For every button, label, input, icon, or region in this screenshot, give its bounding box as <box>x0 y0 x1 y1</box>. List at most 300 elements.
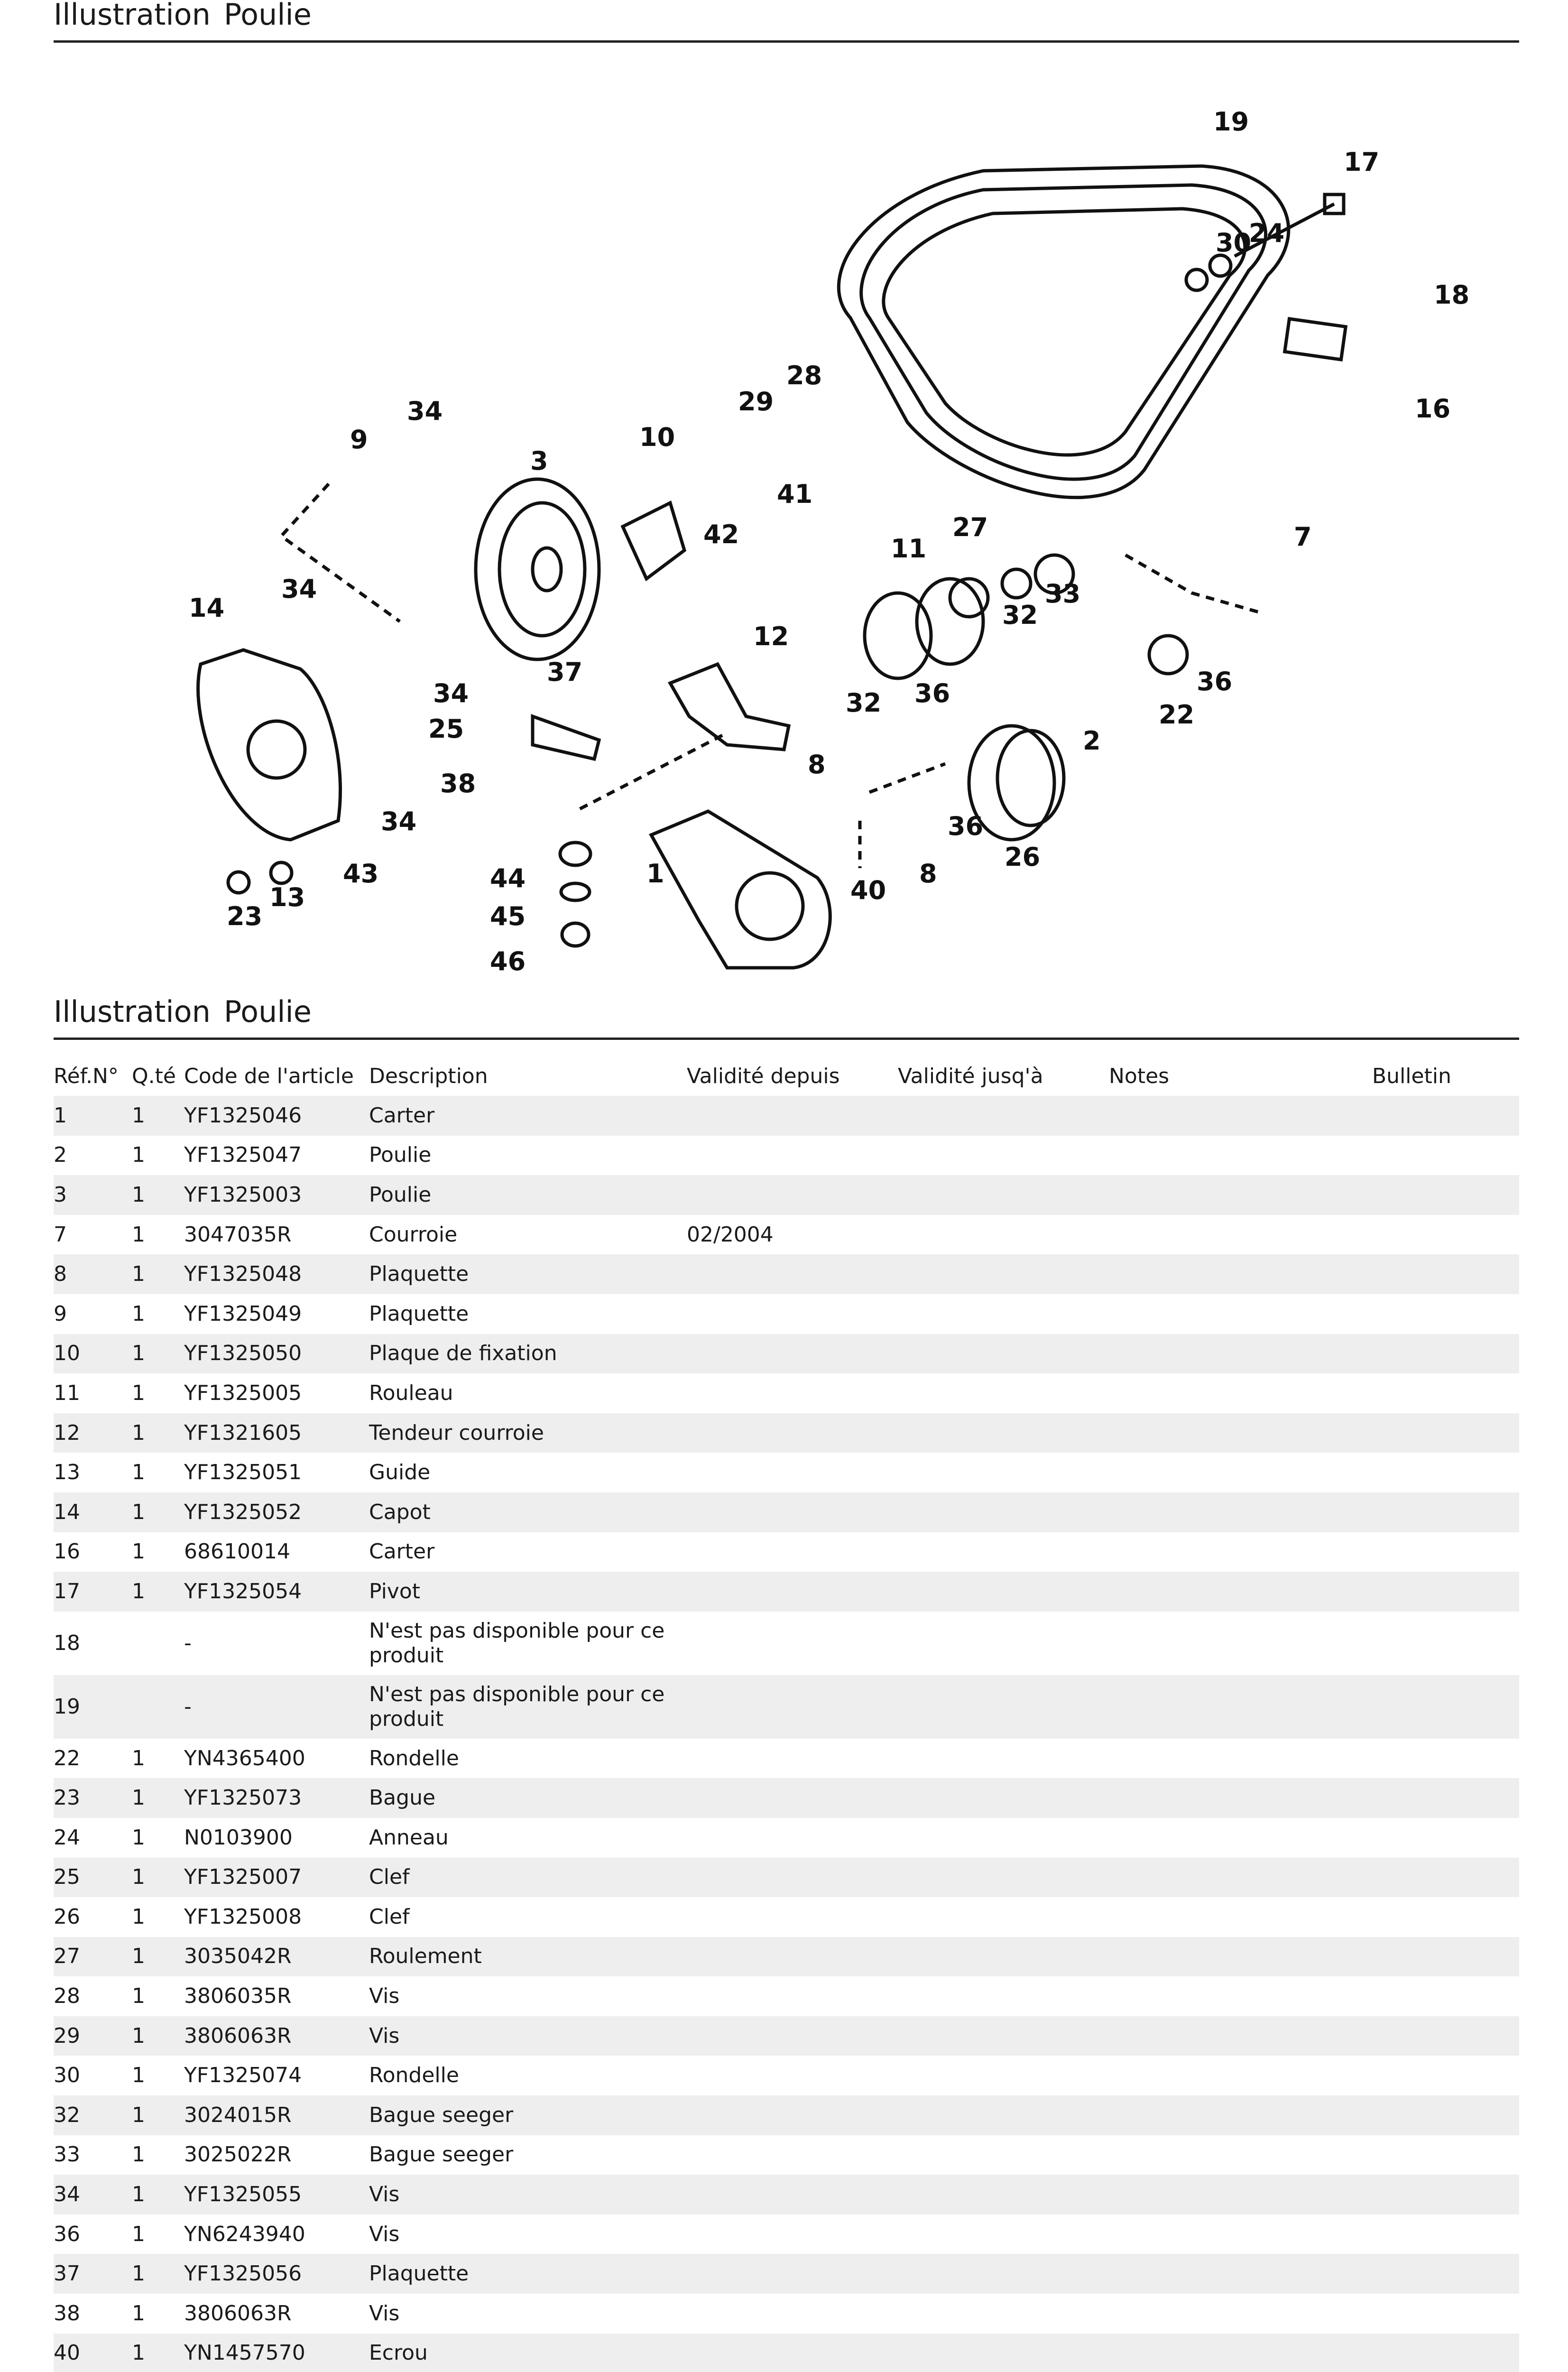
cell-code: YF1321605 <box>184 1413 369 1453</box>
cell-code: - <box>184 1612 369 1675</box>
plaquette-37-shape <box>533 716 599 759</box>
cell-ref: 3 <box>54 1175 132 1215</box>
cell-bulletin <box>1372 2056 1519 2095</box>
bushing-23-shape <box>228 872 249 893</box>
callout-label: 23 <box>227 901 263 931</box>
cell-valid-to <box>898 2254 1109 2294</box>
table-row <box>54 2214 1519 2254</box>
cell-ref: 28 <box>54 1976 132 2016</box>
cell-notes <box>1109 1572 1372 1612</box>
cell-ref: 25 <box>54 1858 132 1898</box>
cell-bulletin <box>1372 1612 1519 1675</box>
cell-qty: 1 <box>132 2294 184 2334</box>
table-row <box>54 1612 1519 1675</box>
cell-qty: 1 <box>132 2095 184 2135</box>
cell-description: Plaquette <box>369 2254 687 2294</box>
cell-notes <box>1109 1373 1372 1413</box>
cell-qty: 1 <box>132 1897 184 1937</box>
cell-code: YF1325048 <box>184 1254 369 1294</box>
cell-valid-from <box>687 1453 898 1492</box>
cell-bulletin <box>1372 1215 1519 1255</box>
cell-valid-from <box>687 1373 898 1413</box>
cell-valid-to <box>898 1976 1109 2016</box>
callout-label: 7 <box>1294 522 1312 552</box>
cell-valid-to <box>898 1215 1109 1255</box>
cell-code: 3806035R <box>184 1976 369 2016</box>
cell-description: Bague <box>369 1778 687 1818</box>
cell-qty: 1 <box>132 1453 184 1492</box>
table-row <box>54 1739 1519 1779</box>
table-row <box>54 2294 1519 2334</box>
callout-label: 32 <box>846 688 882 718</box>
cell-ref: 36 <box>54 2214 132 2254</box>
cell-valid-to <box>898 1897 1109 1937</box>
cell-valid-to <box>898 2016 1109 2056</box>
cell-code: YF1325047 <box>184 1136 369 1176</box>
cell-qty: 1 <box>132 1858 184 1898</box>
cell-valid-to <box>898 1572 1109 1612</box>
cell-ref: 2 <box>54 1136 132 1176</box>
parts-list-title-subject: Poulie <box>223 994 312 1029</box>
cell-ref: 17 <box>54 1572 132 1612</box>
callout-label: 46 <box>490 946 526 976</box>
table-row <box>54 1136 1519 1176</box>
cell-valid-from <box>687 1334 898 1374</box>
cell-description: Plaquette <box>369 1294 687 1334</box>
illustration-title-word: Illustration <box>54 0 211 32</box>
cell-description: Clef <box>369 1858 687 1898</box>
table-row <box>54 1453 1519 1492</box>
cell-ref: 30 <box>54 2056 132 2095</box>
cell-qty: 1 <box>132 1739 184 1779</box>
table-row <box>54 2254 1519 2294</box>
cell-code: 3025022R <box>184 2135 369 2175</box>
cell-valid-from <box>687 1675 898 1739</box>
cover-14-hole <box>248 721 305 778</box>
col-header-bulletin: Bulletin <box>1372 1064 1451 1088</box>
cell-ref: 23 <box>54 1778 132 1818</box>
cell-valid-to <box>898 1532 1109 1572</box>
cell-ref: 40 <box>54 2334 132 2372</box>
cell-description: Vis <box>369 2016 687 2056</box>
cell-notes <box>1109 1858 1372 1898</box>
col-header-valid-to: Validité jusq'à <box>898 1064 1043 1088</box>
cell-valid-from <box>687 1254 898 1294</box>
cell-description: Poulie <box>369 1175 687 1215</box>
washer-30-shape <box>1186 269 1207 290</box>
cell-qty: 1 <box>132 2135 184 2175</box>
cell-valid-from: 02/2004 <box>687 1215 898 1255</box>
cell-description: Capot <box>369 1492 687 1532</box>
cell-notes <box>1109 1778 1372 1818</box>
cell-notes <box>1109 2294 1372 2334</box>
cell-qty: 1 <box>132 1136 184 1176</box>
cell-valid-to <box>898 1334 1109 1374</box>
cell-valid-from <box>687 1897 898 1937</box>
pulley-3-shape <box>476 479 599 659</box>
cell-valid-from <box>687 2095 898 2135</box>
table-row <box>54 1897 1519 1937</box>
callout-label: 45 <box>490 901 526 931</box>
housing-1-hole <box>737 873 803 939</box>
cell-valid-to <box>898 1612 1109 1675</box>
label-plate-shape <box>1285 319 1346 360</box>
cell-valid-from <box>687 1976 898 2016</box>
cell-ref: 32 <box>54 2095 132 2135</box>
cell-qty: 1 <box>132 1818 184 1858</box>
cell-description: Tendeur courroie <box>369 1413 687 1453</box>
callout-label: 40 <box>850 875 886 905</box>
cell-valid-from <box>687 1413 898 1453</box>
stop-44-shape <box>560 843 590 865</box>
cell-qty: 1 <box>132 2016 184 2056</box>
cell-valid-from <box>687 2135 898 2175</box>
cell-valid-to <box>898 2095 1109 2135</box>
cell-notes <box>1109 2016 1372 2056</box>
cell-qty: 1 <box>132 1778 184 1818</box>
cell-notes <box>1109 2095 1372 2135</box>
table-row <box>54 1334 1519 1374</box>
cell-ref: 1 <box>54 1096 132 1136</box>
cell-qty <box>132 1675 184 1739</box>
cell-bulletin <box>1372 1858 1519 1898</box>
callout-label: 36 <box>914 678 950 708</box>
table-row <box>54 1413 1519 1453</box>
cell-description: Ecrou <box>369 2334 687 2372</box>
callout-label: 22 <box>1159 700 1195 730</box>
cover-14-shape <box>198 650 341 840</box>
cell-code: YN1457570 <box>184 2334 369 2372</box>
cell-code: 3024015R <box>184 2095 369 2135</box>
cell-valid-to <box>898 1413 1109 1453</box>
illustration-title-subject: Poulie <box>223 0 312 32</box>
ring-24-shape <box>1210 255 1231 276</box>
cell-ref: 9 <box>54 1294 132 1334</box>
parts-table-header <box>54 1056 1519 1096</box>
cell-code: 3806063R <box>184 2016 369 2056</box>
cell-bulletin <box>1372 2175 1519 2214</box>
callout-label: 24 <box>1249 218 1285 248</box>
cell-code: YF1325049 <box>184 1294 369 1334</box>
callout-label: 13 <box>269 882 305 912</box>
cell-valid-from <box>687 1612 898 1675</box>
cell-valid-to <box>898 1778 1109 1818</box>
col-header-code: Code de l'article <box>184 1064 354 1088</box>
cell-notes <box>1109 2175 1372 2214</box>
cell-code: YF1325050 <box>184 1334 369 1374</box>
cell-valid-from <box>687 1858 898 1898</box>
cell-notes <box>1109 1937 1372 1977</box>
table-row <box>54 1175 1519 1215</box>
pulley-3-hub <box>533 548 561 591</box>
cell-qty: 1 <box>132 1413 184 1453</box>
cell-code: 3047035R <box>184 1215 369 1255</box>
cell-valid-from <box>687 2214 898 2254</box>
cell-bulletin <box>1372 1254 1519 1294</box>
cell-valid-to <box>898 2135 1109 2175</box>
cell-notes <box>1109 1897 1372 1937</box>
cell-ref: 16 <box>54 1532 132 1572</box>
cell-description: Bague seeger <box>369 2135 687 2175</box>
cell-code: YF1325008 <box>184 1897 369 1937</box>
callout-label: 36 <box>948 811 984 841</box>
table-row <box>54 1532 1519 1572</box>
cell-notes <box>1109 1675 1372 1739</box>
cell-notes <box>1109 1739 1372 1779</box>
callout-label: 34 <box>433 678 469 708</box>
cell-bulletin <box>1372 1818 1519 1858</box>
assembly-line-36 <box>869 764 945 792</box>
cell-valid-to <box>898 1175 1109 1215</box>
callout-label: 36 <box>1197 667 1233 696</box>
cell-qty: 1 <box>132 1976 184 2016</box>
cell-ref: 12 <box>54 1413 132 1453</box>
callout-label: 8 <box>808 750 826 779</box>
callout-label: 37 <box>547 657 583 687</box>
cell-notes <box>1109 2214 1372 2254</box>
table-row <box>54 1492 1519 1532</box>
callout-label: 41 <box>777 479 813 509</box>
cell-valid-to <box>898 1818 1109 1858</box>
cell-bulletin <box>1372 1453 1519 1492</box>
cell-bulletin <box>1372 1175 1519 1215</box>
cell-notes <box>1109 2056 1372 2095</box>
callout-label: 9 <box>350 425 368 454</box>
cell-ref: 19 <box>54 1675 132 1739</box>
illustration-title <box>54 0 1519 43</box>
cell-notes <box>1109 1612 1372 1675</box>
cell-notes <box>1109 1492 1372 1532</box>
cell-valid-from <box>687 2254 898 2294</box>
cell-ref: 22 <box>54 1739 132 1779</box>
callout-label: 3 <box>530 446 548 476</box>
cell-notes <box>1109 2135 1372 2175</box>
cell-valid-to <box>898 2334 1109 2372</box>
cell-valid-to <box>898 2175 1109 2214</box>
cell-description: Anneau <box>369 1818 687 1858</box>
cell-notes <box>1109 1334 1372 1374</box>
cell-code: YN4365400 <box>184 1739 369 1779</box>
cell-valid-to <box>898 2056 1109 2095</box>
belt-cover-rim <box>884 209 1245 455</box>
cell-qty: 1 <box>132 2254 184 2294</box>
callout-label: 26 <box>1005 842 1041 872</box>
cell-ref: 27 <box>54 1937 132 1977</box>
cell-valid-to <box>898 1675 1109 1739</box>
cell-notes <box>1109 2254 1372 2294</box>
cell-qty: 1 <box>132 1215 184 1255</box>
cell-qty <box>132 1612 184 1675</box>
col-header-ref: Réf.N° <box>54 1064 119 1088</box>
cell-bulletin <box>1372 1334 1519 1374</box>
callout-label: 43 <box>343 859 379 889</box>
callout-label: 28 <box>786 361 822 390</box>
cell-bulletin <box>1372 2016 1519 2056</box>
cell-ref: 37 <box>54 2254 132 2294</box>
cell-description: Rondelle <box>369 2056 687 2095</box>
callout-label: 12 <box>753 621 789 651</box>
col-header-notes: Notes <box>1109 1064 1170 1088</box>
cell-description: N'est pas disponible pour ce produit <box>369 1612 687 1675</box>
cell-valid-to <box>898 1096 1109 1136</box>
table-row <box>54 1572 1519 1612</box>
cell-qty: 1 <box>132 1254 184 1294</box>
exploded-parts-diagram <box>54 52 1519 996</box>
cell-qty: 1 <box>132 2175 184 2214</box>
table-row <box>54 1937 1519 1977</box>
col-header-valid-from: Validité depuis <box>687 1064 840 1088</box>
table-row <box>54 1675 1519 1739</box>
cell-bulletin <box>1372 1976 1519 2016</box>
callout-label: 10 <box>639 422 675 452</box>
cell-qty: 1 <box>132 1096 184 1136</box>
table-row <box>54 2056 1519 2095</box>
cell-code: 68610014 <box>184 1532 369 1572</box>
callout-label: 42 <box>703 519 739 549</box>
cell-ref: 24 <box>54 1818 132 1858</box>
cell-description: Guide <box>369 1453 687 1492</box>
cell-ref: 29 <box>54 2016 132 2056</box>
cell-bulletin <box>1372 2294 1519 2334</box>
callout-label: 2 <box>1083 726 1101 756</box>
callout-label: 25 <box>428 714 464 744</box>
cell-valid-from <box>687 2294 898 2334</box>
cell-qty: 1 <box>132 1175 184 1215</box>
cell-ref: 33 <box>54 2135 132 2175</box>
cell-code: YF1325003 <box>184 1175 369 1215</box>
cell-ref: 11 <box>54 1373 132 1413</box>
cell-qty: 1 <box>132 1373 184 1413</box>
col-header-qty: Q.té <box>132 1064 176 1088</box>
cell-code: YF1325005 <box>184 1373 369 1413</box>
table-row <box>54 1254 1519 1294</box>
cell-valid-from <box>687 2016 898 2056</box>
cell-valid-from <box>687 2056 898 2095</box>
cell-bulletin <box>1372 2334 1519 2372</box>
cell-valid-from <box>687 1937 898 1977</box>
callout-label: 16 <box>1415 394 1451 424</box>
ring-13-shape <box>271 862 292 883</box>
cell-valid-from <box>687 1294 898 1334</box>
cell-notes <box>1109 1976 1372 2016</box>
cell-bulletin <box>1372 1136 1519 1176</box>
cell-description: N'est pas disponible pour ce produit <box>369 1675 687 1739</box>
cell-code: YF1325054 <box>184 1572 369 1612</box>
cell-notes <box>1109 1413 1372 1453</box>
cell-bulletin <box>1372 1675 1519 1739</box>
cell-code: - <box>184 1675 369 1739</box>
cell-bulletin <box>1372 2095 1519 2135</box>
cell-valid-to <box>898 2214 1109 2254</box>
parts-list-title <box>54 994 1519 1040</box>
cell-valid-to <box>898 1136 1109 1176</box>
cell-code: YN6243940 <box>184 2214 369 2254</box>
tensioner-shape <box>670 664 789 750</box>
cell-qty: 1 <box>132 1572 184 1612</box>
cell-ref: 7 <box>54 1215 132 1255</box>
callout-label: 11 <box>891 534 927 564</box>
callout-label: 18 <box>1434 280 1470 310</box>
cell-notes <box>1109 1818 1372 1858</box>
cell-notes <box>1109 1096 1372 1136</box>
cell-qty: 1 <box>132 2334 184 2372</box>
callout-label: 32 <box>1002 600 1038 630</box>
cell-description: Vis <box>369 1976 687 2016</box>
cell-notes <box>1109 1136 1372 1176</box>
cell-valid-to <box>898 1453 1109 1492</box>
cell-description: Rouleau <box>369 1373 687 1413</box>
cell-description: Poulie <box>369 1136 687 1176</box>
washer-22-shape <box>1149 636 1187 674</box>
cell-bulletin <box>1372 1294 1519 1334</box>
cell-ref: 38 <box>54 2294 132 2334</box>
cell-bulletin <box>1372 1937 1519 1977</box>
cell-qty: 1 <box>132 2056 184 2095</box>
cell-code: YF1325055 <box>184 2175 369 2214</box>
cell-bulletin <box>1372 1413 1519 1453</box>
cell-notes <box>1109 2334 1372 2372</box>
washer-45-shape <box>561 883 590 900</box>
cell-valid-to <box>898 1492 1109 1532</box>
cell-ref: 18 <box>54 1612 132 1675</box>
table-row <box>54 1294 1519 1334</box>
cell-description: Courroie <box>369 1215 687 1255</box>
table-row <box>54 1976 1519 2016</box>
callout-label: 34 <box>281 574 317 604</box>
cell-qty: 1 <box>132 1294 184 1334</box>
cell-qty: 1 <box>132 1334 184 1374</box>
callout-label: 38 <box>440 769 476 798</box>
cell-code: YF1325007 <box>184 1858 369 1898</box>
cell-description: Clef <box>369 1897 687 1937</box>
cell-bulletin <box>1372 2254 1519 2294</box>
cell-valid-to <box>898 1858 1109 1898</box>
cell-ref: 14 <box>54 1492 132 1532</box>
cell-description: Vis <box>369 2214 687 2254</box>
cell-code: YF1325051 <box>184 1453 369 1492</box>
cell-notes <box>1109 1453 1372 1492</box>
cell-ref: 34 <box>54 2175 132 2214</box>
table-row <box>54 2334 1519 2372</box>
cell-code: 3035042R <box>184 1937 369 1977</box>
cell-description: Rondelle <box>369 1739 687 1779</box>
cell-notes <box>1109 1175 1372 1215</box>
table-row <box>54 1818 1519 1858</box>
callout-label: 33 <box>1045 579 1081 609</box>
cell-valid-to <box>898 1254 1109 1294</box>
cell-valid-from <box>687 1572 898 1612</box>
col-header-description: Description <box>369 1064 488 1088</box>
table-row <box>54 2135 1519 2175</box>
callout-label: 29 <box>738 387 774 417</box>
cell-description: Pivot <box>369 1572 687 1612</box>
diagram-svg <box>54 52 1519 996</box>
cell-ref: 26 <box>54 1897 132 1937</box>
table-row <box>54 1215 1519 1255</box>
cell-ref: 13 <box>54 1453 132 1492</box>
table-row <box>54 1858 1519 1898</box>
callout-label: 27 <box>952 512 988 542</box>
cell-description: Roulement <box>369 1937 687 1977</box>
diagram-callouts <box>189 107 1469 976</box>
parts-table <box>54 1056 1519 2372</box>
cell-code: YF1325052 <box>184 1492 369 1532</box>
cell-valid-from <box>687 2334 898 2372</box>
callout-label: 34 <box>407 396 443 426</box>
cell-bulletin <box>1372 1532 1519 1572</box>
cell-bulletin <box>1372 1778 1519 1818</box>
cell-valid-from <box>687 1778 898 1818</box>
